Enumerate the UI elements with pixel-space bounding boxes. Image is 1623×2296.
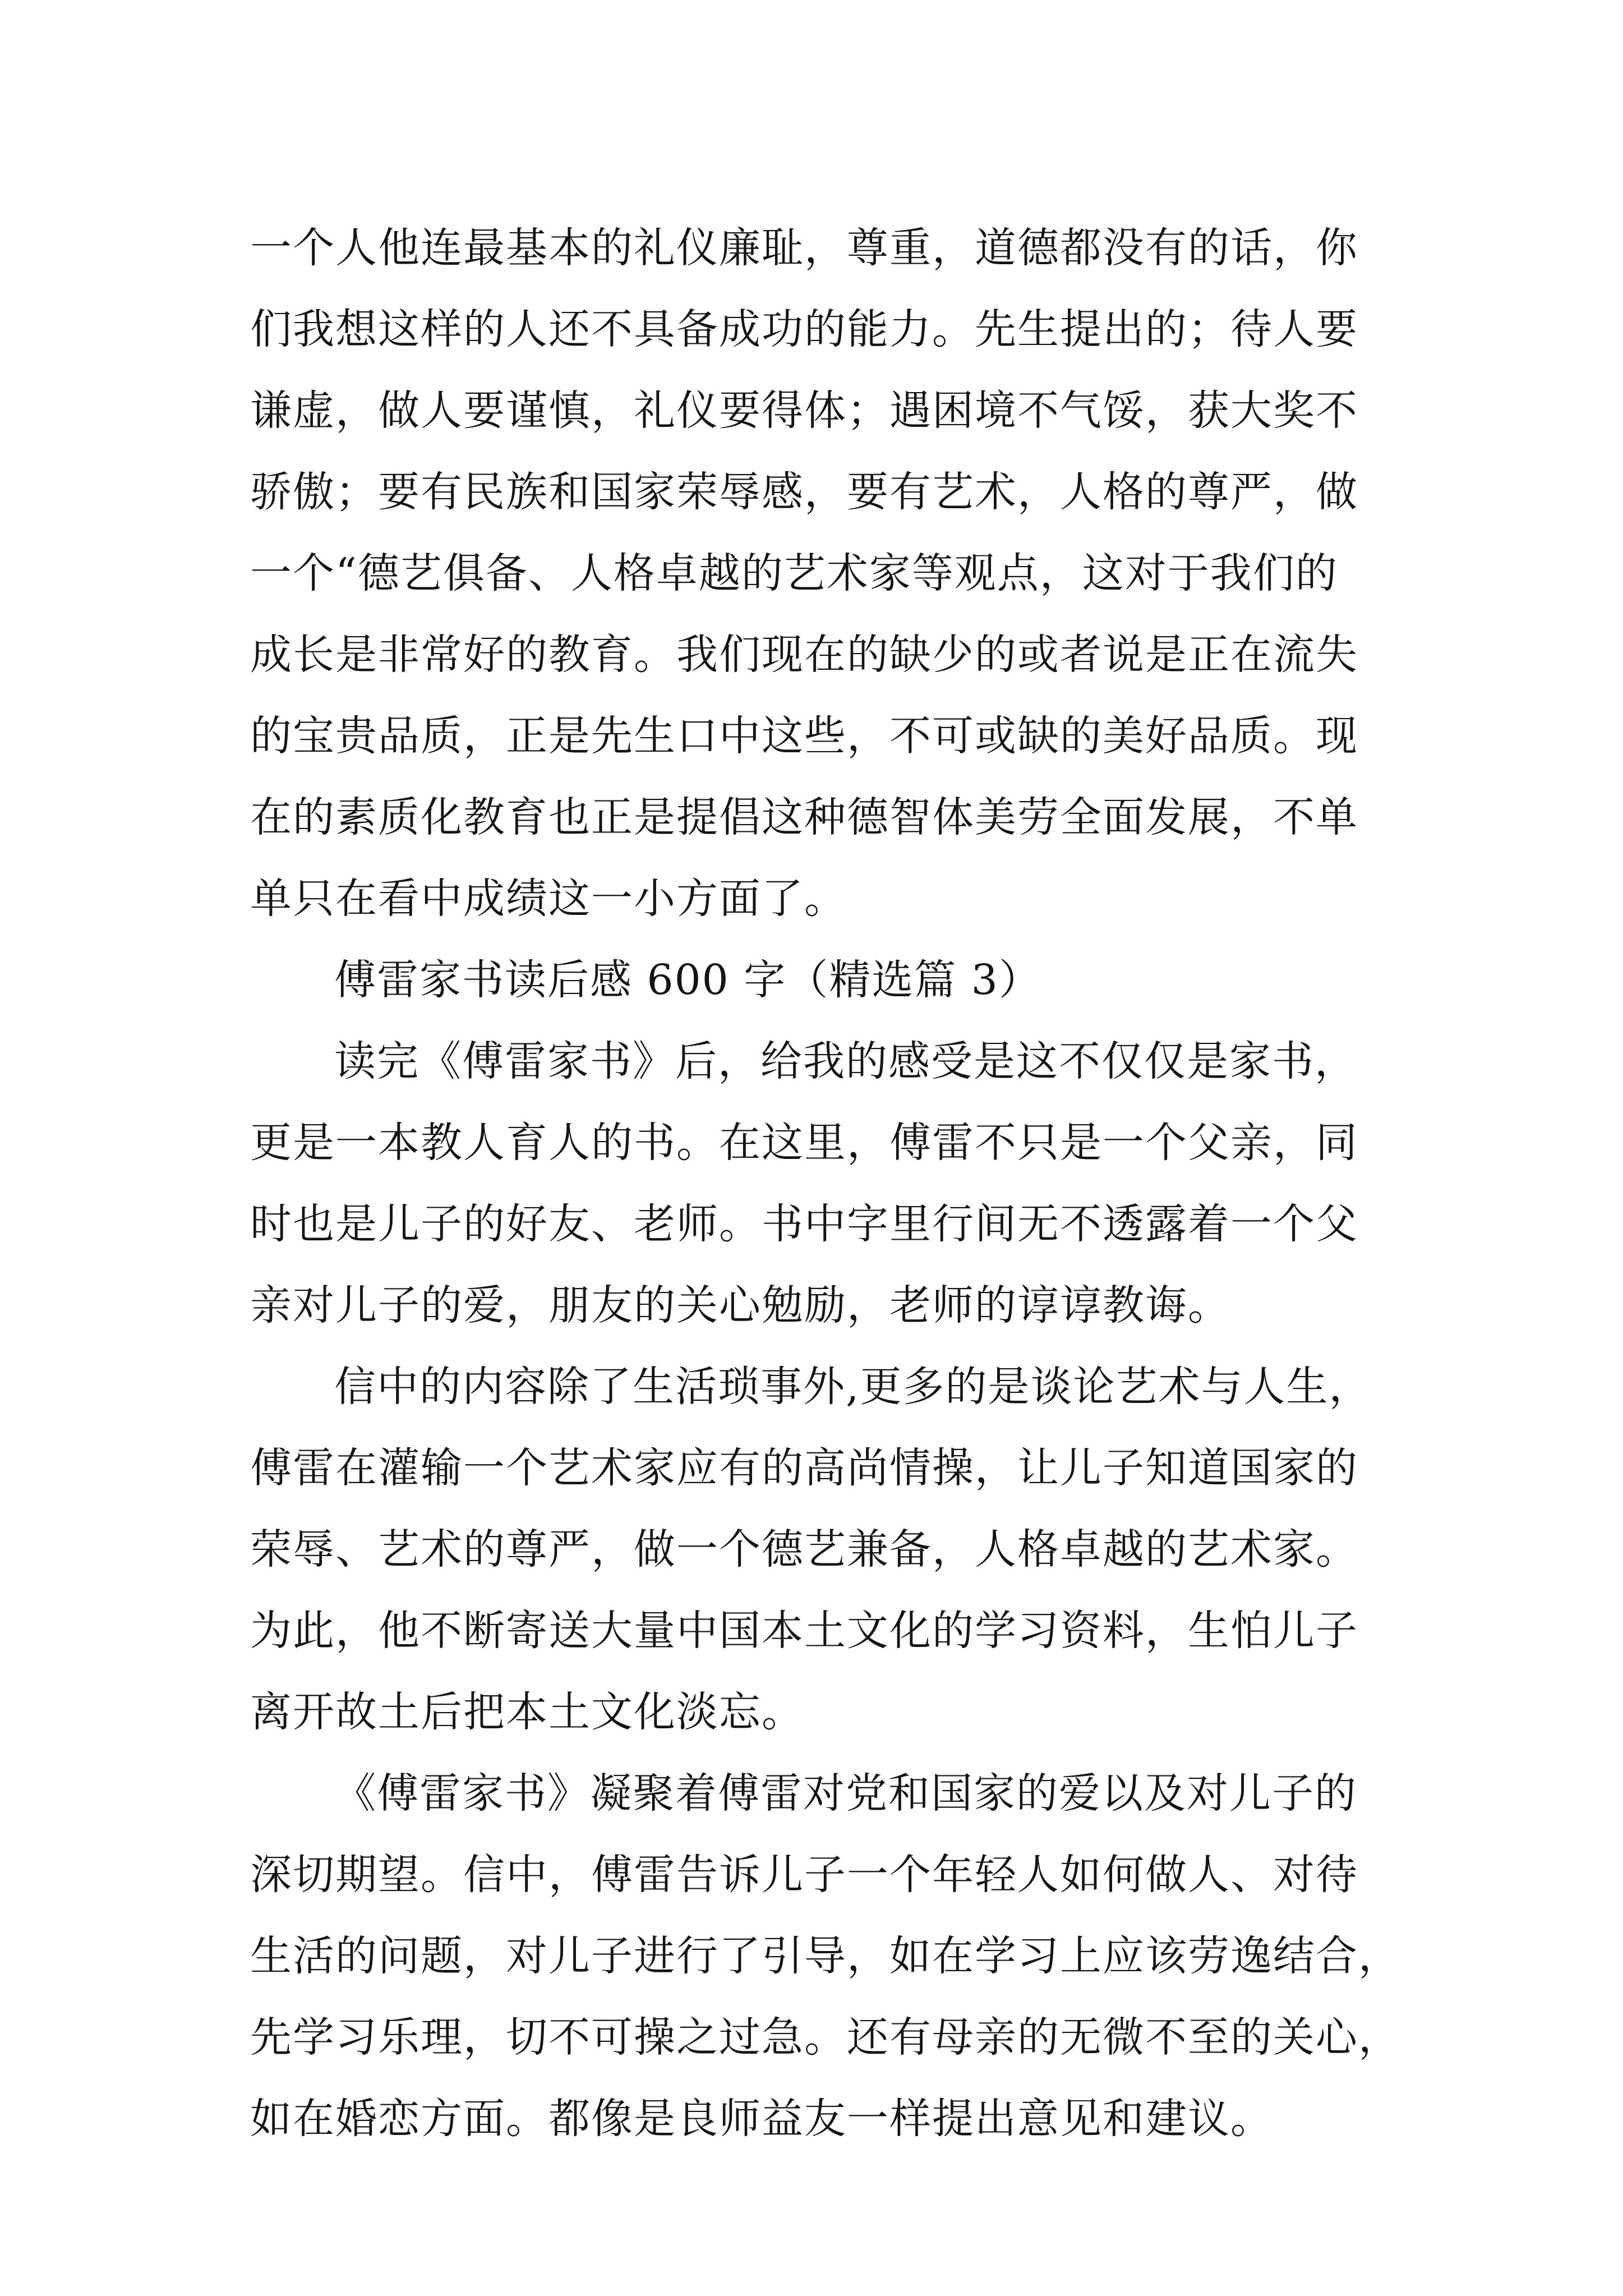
text-line: 离开故土后把本土文化淡忘。 [250,1688,804,1736]
text-line: 为此，他不断寄送大量中国本土文化的学习资料，生怕儿子 [250,1607,1358,1655]
text-line: 信中的内容除了生活琐事外,更多的是谈论艺术与人生， [334,1363,1372,1411]
text-line: 傅雷在灌输一个艺术家应有的高尚情操，让儿子知道国家的 [250,1444,1358,1492]
text-line: 如在婚恋方面。都像是良师益友一样提出意见和建议。 [250,2095,1273,2143]
text-line: 《傅雷家书》凝聚着傅雷对党和国家的爱以及对儿子的 [334,1769,1357,1818]
text-line: 读完《傅雷家书》后，给我的感受是这不仅仅是家书， [334,1037,1357,1085]
text-line: 深切期望。信中，傅雷告诉儿子一个年轻人如何做人、对待 [250,1851,1358,1899]
text-line: 单只在看中成绩这一小方面了。 [250,875,847,923]
text-line: 骄傲；要有民族和国家荣辱感，要有艺术，人格的尊严，做 [250,468,1358,516]
text-line: 时也是儿子的好友、老师。书中字里行间无不透露着一个父 [250,1200,1358,1248]
text-line: 一个“德艺俱备、人格卓越的艺术家等观点，这对于我们的 [250,549,1338,597]
text-line: 成长是非常好的教育。我们现在的缺少的或者说是正在流失 [250,631,1358,679]
text-line: 谦虚，做人要谨慎，礼仪要得体；遇困境不气馁，获大奖不 [250,386,1358,435]
text-line: 更是一本教人育人的书。在这里，傅雷不只是一个父亲，同 [250,1119,1358,1167]
document-body [250,208,1401,2160]
section-heading: 傅雷家书读后感 600 字（精选篇 3） [334,956,1041,1004]
text-line: 先学习乐理，切不可操之过急。还有母亲的无微不至的关心， [250,2013,1401,2062]
text-line: 的宝贵品质，正是先生口中这些，不可或缺的美好品质。现 [250,712,1358,760]
text-line: 一个人他连最基本的礼仪廉耻，尊重，道德都没有的话，你 [250,224,1358,272]
text-line: 荣辱、艺术的尊严，做一个德艺兼备，人格卓越的艺术家。 [250,1525,1358,1573]
text-line: 们我想这样的人还不具备成功的能力。先生提出的；待人要 [250,305,1358,353]
text-line: 亲对儿子的爱，朋友的关心勉励，老师的谆谆教诲。 [250,1281,1230,1329]
text-line: 在的素质化教育也正是提倡这种德智体美劳全面发展，不单 [250,793,1358,841]
text-line: 生活的问题，对儿子进行了引导，如在学习上应该劳逸结合， [250,1932,1401,1980]
